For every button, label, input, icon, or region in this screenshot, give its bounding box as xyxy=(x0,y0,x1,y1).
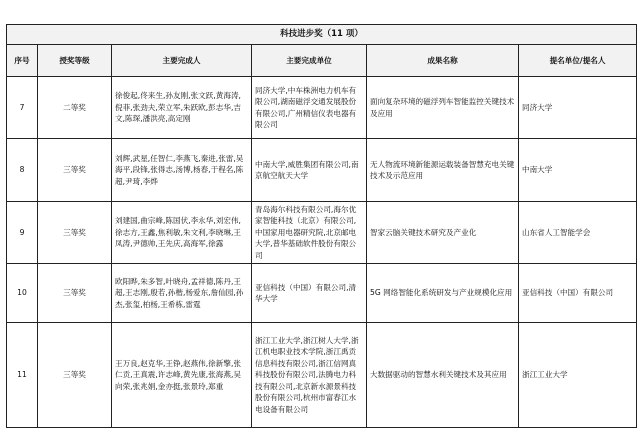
table-row xyxy=(7,264,637,323)
cell-no: 7 xyxy=(7,77,38,139)
cell-people: 徐俊起,佟来生,孙友刚,张文跃,黄海涛,倪菲,张劲夫,荣立军,朱跃欧,彭志华,吉文,陈琛,潘洪亮,高定刚 xyxy=(112,77,252,139)
table-row xyxy=(7,77,637,139)
table-title-row xyxy=(7,25,637,45)
header-level: 授奖等级 xyxy=(38,45,112,77)
cell-units: 亚信科技（中国）有限公司,清华大学 xyxy=(252,264,367,323)
cell-units: 中南大学,威胜集团有限公司,南京航空航天大学 xyxy=(252,139,367,202)
cell-no: 11 xyxy=(7,323,38,428)
cell-people: 刘辉,武星,任智仁,李燕飞,秦进,张雷,吴海平,段锋,张得志,汤博,杨春,于程名,陈超,尹琦,李烨 xyxy=(112,139,252,202)
table-row xyxy=(7,139,637,202)
cell-level: 三等奖 xyxy=(38,323,112,428)
cell-no: 8 xyxy=(7,139,38,202)
table-row xyxy=(7,323,637,428)
cell-achievement: 无人物流环境新能源运载装备智慧充电关键技术及示范应用 xyxy=(367,139,519,202)
table-header-row xyxy=(7,45,637,77)
header-nominator: 提名单位/提名人 xyxy=(519,45,637,77)
award-table xyxy=(6,24,637,428)
cell-no: 10 xyxy=(7,264,38,323)
cell-people: 刘建国,曲宗峰,陈国伏,李永华,刘宏伟,徐志方,王鑫,焦利敏,朱文利,李晓琳,王凤涛,尹德帅,王先庆,高海军,徐露 xyxy=(112,202,252,264)
cell-nominator: 亚信科技（中国）有限公司 xyxy=(519,264,637,323)
cell-no: 9 xyxy=(7,202,38,264)
cell-nominator: 同济大学 xyxy=(519,77,637,139)
cell-nominator: 中南大学 xyxy=(519,139,637,202)
header-achievement: 成果名称 xyxy=(367,45,519,77)
cell-level: 三等奖 xyxy=(38,139,112,202)
cell-units: 青岛海尔科技有限公司,海尔优家智能科技（北京）有限公司,中国家用电器研究院,北京邮电大学,普华基础软件股份有限公司 xyxy=(252,202,367,264)
cell-units: 浙江工业大学,浙江树人大学,浙江机电职业技术学院,浙江禹贡信息科技有限公司,浙江信网真科技股份有限公司,法腾电力科技有限公司,北京新水源景科技股份有限公司,杭州市富春江水电设备有限公司 xyxy=(252,323,367,428)
header-no: 序号 xyxy=(7,45,38,77)
header-units: 主要完成单位 xyxy=(252,45,367,77)
cell-level: 三等奖 xyxy=(38,264,112,323)
cell-level: 三等奖 xyxy=(38,202,112,264)
table-title: 科技进步奖（11 项） xyxy=(7,25,637,45)
cell-people: 欧阳晔,朱多智,叶晓舟,孟祥德,陈丹,王超,王志刚,殷若,孙楷,杨爱东,詹仙园,孙杰,张玺,柏杨,王希栋,雷霆 xyxy=(112,264,252,323)
table-row xyxy=(7,202,637,264)
cell-units: 同济大学,中车株洲电力机车有限公司,湖南磁浮交通发展股份有限公司,广州精信仪表电器有限公司 xyxy=(252,77,367,139)
cell-achievement: 5G 网络智能化系统研发与产业规模化应用 xyxy=(367,264,519,323)
cell-nominator: 山东省人工智能学会 xyxy=(519,202,637,264)
cell-achievement: 智家云脑关键技术研究及产业化 xyxy=(367,202,519,264)
cell-level: 二等奖 xyxy=(38,77,112,139)
cell-people: 王万良,赵克华,王铮,赵燕伟,徐新擎,张仁贡,王真震,许志峰,黄先康,张海燕,吴向荣,张兆娟,金亦挺,张景玲,郑重 xyxy=(112,323,252,428)
cell-nominator: 浙江工业大学 xyxy=(519,323,637,428)
header-people: 主要完成人 xyxy=(112,45,252,77)
cell-achievement: 面向复杂环境的磁浮列车智能监控关键技术及应用 xyxy=(367,77,519,139)
cell-achievement: 大数据驱动的智慧水利关键技术及其应用 xyxy=(367,323,519,428)
